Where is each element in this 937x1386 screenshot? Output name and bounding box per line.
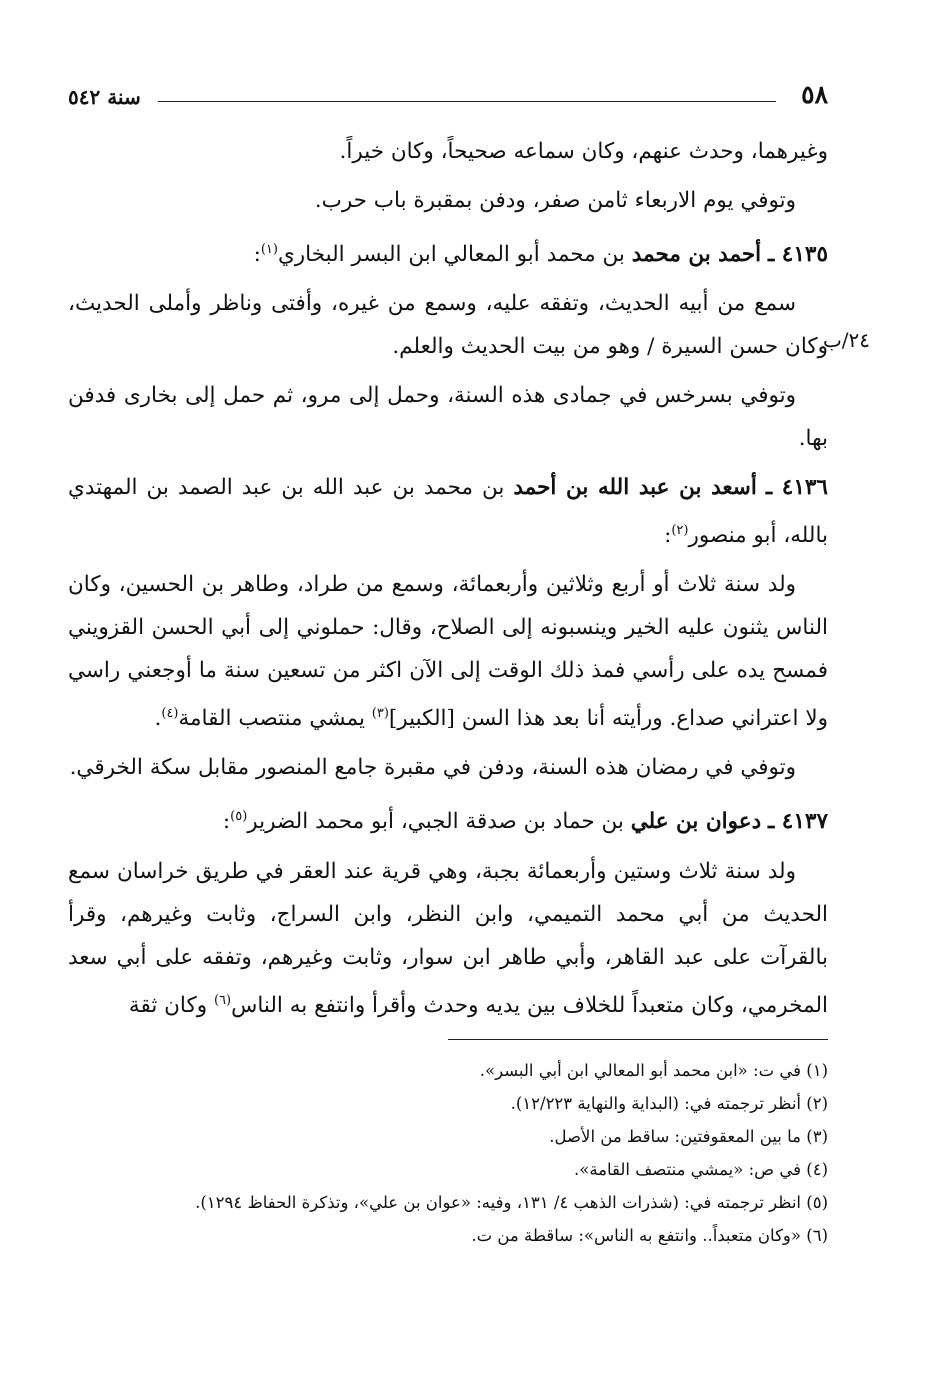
paragraph-text: .: [154, 706, 162, 732]
footnote-rule: [448, 1039, 828, 1040]
entry-number: ٤١٣٥ ـ: [768, 242, 828, 268]
footnotes: [68, 1054, 828, 1252]
footnote-ref: (١): [260, 242, 278, 257]
entry-lineage: بن محمد بن عبد الله بن عبد الصمد بن المهتدي بالله، أبو منصور: [68, 475, 828, 549]
page-number: ٥٨: [801, 80, 828, 109]
running-header: [68, 80, 828, 116]
footnote-ref: (٦): [213, 992, 232, 1008]
entry-heading-4136: [68, 466, 828, 557]
footnote: (٦) «وكان متعبداً.. وانتفع به الناس»: ساقطة من ت.: [471, 1225, 828, 1245]
book-page: [68, 80, 870, 1252]
entry-number: ٤١٣٧ ـ: [768, 809, 828, 835]
paragraph-text: يمشي منتصب القامة: [178, 706, 372, 732]
paragraph-with-margin-note: [68, 282, 870, 368]
paragraph-text: وكان ثقة: [128, 992, 214, 1018]
paragraph-text: ولد سنة ثلاث وستين وأربعمائة بجبة، وهي قرية عند العقر في طريق خراسان سمع الحديث من أبي محمد التميمي، وابن النظر، وابن السراج، وثابت وغيرهم، وقرأ بالقرآت على عبد القاهر، وأبي طاهر ابن سوار، وثابت وغيرهم، وتفقه على أبي سعد المخرمي، وكان متعبداً للخلاف بين يديه وحدث وأقرأ وانتفع به الناس: [68, 858, 828, 1018]
paragraph-text: ولد سنة ثلاث أو أربع وثلاثين وأربعمائة، وسمع من طراد، وطاهر بن الحسين، وكان الناس يثنون عليه الخير وينسبونه إلى الصلاح، وقال: حملوني إلى أبي الحسن القزويني فمسح يده على رأسي فمذ ذلك الوقت إلى الآن اكثر من تسعين سنة ما أوجعني راسي ولا اعتراني صداع. ورأيته أنا بعد هذا السن [الكبير]: [68, 572, 828, 732]
entry-heading-4137: [68, 795, 828, 843]
paragraph: وتوفي بسرخس في جمادى هذه السنة، وحمل إلى مرو، ثم حمل إلى بخارى فدفن بها.: [68, 383, 828, 452]
footnote-ref: (٤): [161, 706, 179, 722]
footnote: (٢) أنظر ترجمته في: (البداية والنهاية ١٢/٢٢٣).: [510, 1093, 828, 1113]
footnote-ref: (٢): [671, 523, 689, 539]
paragraph: وتوفي يوم الاربعاء ثامن صفر، ودفن بمقبرة باب حرب.: [314, 188, 796, 213]
paragraph: وغيرهما، وحدث عنهم، وكان سماعه صحيحاً، وكان خيراً.: [339, 139, 828, 164]
footnote: (٤) في ص: «يمشي منتصف القامة».: [573, 1159, 828, 1179]
footnote: (٥) انظر ترجمته في: (شذرات الذهب ٤/ ١٣١، وفيه: «عوان بن علي»، وتذكرة الحفاظ ١٢٩٤).: [195, 1192, 828, 1212]
entry-number: ٤١٣٦ ـ: [765, 475, 828, 501]
footnote-ref: (٣): [371, 706, 389, 722]
entry-colon: :: [253, 242, 261, 268]
entry-name: أسعد بن عبد الله بن أحمد: [513, 475, 757, 501]
main-text: [68, 130, 870, 1027]
header-rule: [158, 101, 776, 102]
paragraph: وتوفي في رمضان هذه السنة، ودفن في مقبرة جامع المنصور مقابل سكة الخرقي.: [69, 755, 796, 781]
entry-heading-4135: [68, 228, 828, 276]
entry-colon: :: [222, 809, 231, 835]
footnote: (١) في ت: «ابن محمد أبو المعالي ابن أبي البسر».: [479, 1060, 828, 1080]
entry-lineage: بن محمد أبو المعالي ابن البسر البخاري: [277, 242, 625, 268]
footnote-ref: (٥): [230, 809, 248, 825]
entry-colon: :: [664, 523, 672, 549]
paragraph: [68, 850, 828, 1027]
entry-lineage: بن حماد بن صدقة الجبي، أبو محمد الضرير: [247, 809, 624, 835]
entry-name: أحمد بن محمد: [631, 242, 762, 268]
running-title: سنة ٥٤٢: [68, 85, 141, 109]
footnote: (٣) ما بين المعقوفتين: ساقط من الأصل.: [549, 1126, 828, 1146]
paragraph: [68, 563, 828, 740]
margin-folio-note: ٢٤/ب: [822, 328, 870, 353]
paragraph: سمع من أبيه الحديث، وتفقه عليه، وسمع من غيره، وأفتى وناظر وأملى الحديث، وكان حسن السيرة / وهو من بيت الحديث والعلم.: [68, 291, 828, 360]
entry-name: دعوان بن علي: [630, 809, 762, 835]
